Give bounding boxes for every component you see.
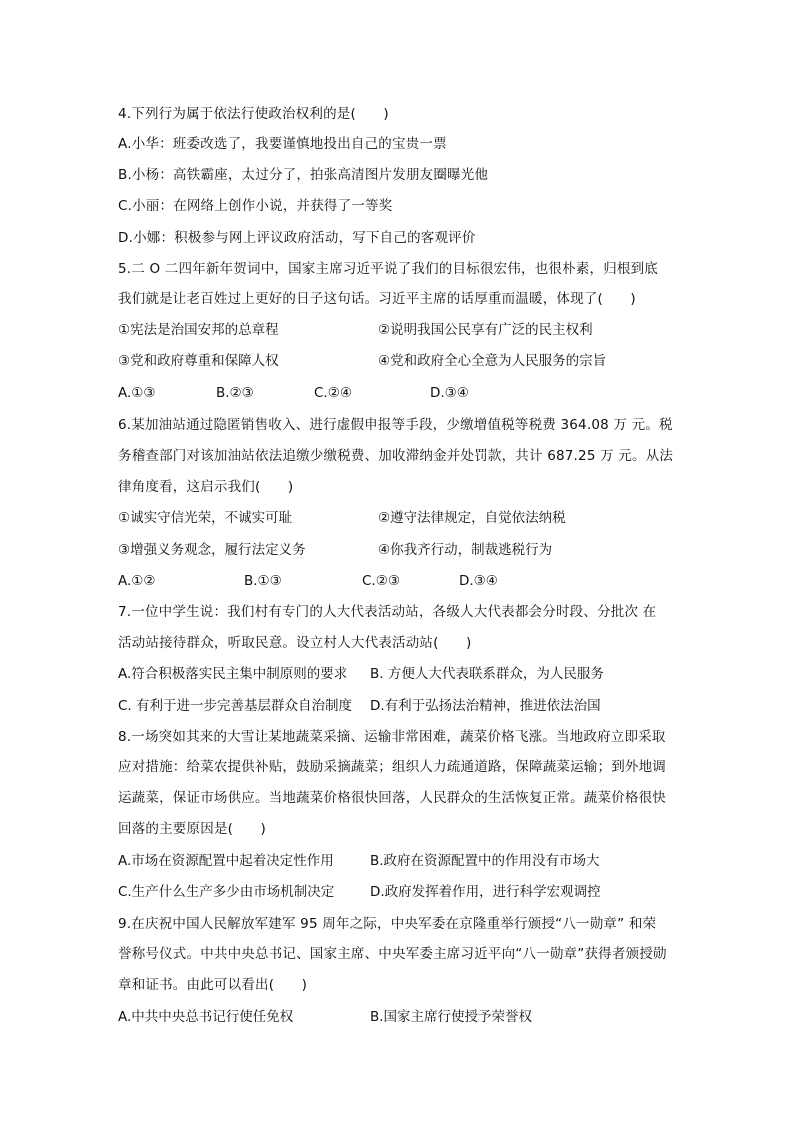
question-8-option-c: C.生产什么生产多少由市场机制决定	[118, 884, 335, 900]
question-7-option-b: B. 方便人大代表联系群众，为人民服务	[370, 666, 604, 682]
question-5-item-3: ③党和政府尊重和保障人权	[118, 353, 279, 369]
question-6-stem-line-2: 务稽查部门对该加油站依法追缴少缴税费、加收滞纳金并处罚款，共计 687.25 万 元。从法	[118, 448, 674, 464]
question-5-choice-c: C.②④	[314, 385, 352, 401]
question-5-choice-d: D.③④	[430, 385, 469, 401]
question-4-stem: 4.下列行为属于依法行使政治权利的是( )	[118, 106, 389, 122]
question-7-option-c: C. 有利于进一步完善基层群众自治制度	[118, 698, 353, 714]
question-5-choice-a: A.①③	[118, 385, 156, 401]
question-6-choice-b: B.①③	[244, 573, 282, 589]
question-4-option-b: B.小杨：高铁霸座，太过分了，拍张高清图片发朋友圈曝光他	[118, 167, 489, 183]
question-8-stem-line-2: 应对措施：给菜农提供补贴，鼓励采摘蔬菜；组织人力疏通道路，保障蔬菜运输；到外地调	[118, 759, 666, 775]
question-8-stem-line-4: 回落的主要原因是( )	[118, 821, 266, 837]
question-4-option-a: A.小华：班委改选了，我要谨慎地投出自己的宝贵一票	[118, 136, 447, 152]
question-5-choice-b: B.②③	[216, 385, 254, 401]
question-7-option-a: A.符合积极落实民主集中制原则的要求	[118, 666, 348, 682]
question-7-stem-line-1: 7.一位中学生说：我们村有专门的人大代表活动站，各级人大代表都会分时段、分批次 在	[118, 604, 657, 620]
question-4-option-d: D.小娜：积极参与网上评议政府活动，写下自己的客观评价	[118, 230, 476, 246]
question-6-item-3: ③增强义务观念，履行法定义务	[118, 542, 306, 558]
question-5-item-2: ②说明我国公民享有广泛的民主权利	[378, 322, 593, 338]
question-5-item-4: ④党和政府全心全意为人民服务的宗旨	[378, 353, 607, 369]
question-9-option-b: B.国家主席行使授予荣誉权	[370, 1009, 533, 1025]
question-9-stem-line-3: 章和证书。由此可以看出( )	[118, 977, 308, 993]
question-6-stem-line-3: 律角度看，这启示我们( )	[118, 479, 294, 495]
question-7-option-d: D.有利于弘扬法治精神，推进依法治国	[370, 698, 601, 714]
question-8-stem-line-1: 8.一场突如其来的大雪让某地蔬菜采摘、运输非常困难，蔬菜价格飞涨。当地政府立即采取	[118, 729, 666, 745]
question-4-option-c: C.小丽：在网络上创作小说，并获得了一等奖	[118, 198, 393, 214]
question-8-stem-line-3: 运蔬菜，保证市场供应。当地蔬菜价格很快回落，人民群众的生活恢复正常。蔬菜价格很快	[118, 790, 666, 806]
question-9-stem-line-2: 誉称号仪式。中共中央总书记、国家主席、中央军委主席习近平向“八一勋章”获得者颁授勋	[118, 946, 667, 962]
question-7-stem-line-2: 活动站接待群众，听取民意。设立村人大代表活动站( )	[118, 635, 472, 651]
question-6-item-1: ①诚实守信光荣，不诚实可耻	[118, 510, 293, 526]
question-9-option-a: A.中共中央总书记行使任免权	[118, 1009, 294, 1025]
question-6-item-2: ②遵守法律规定，自觉依法纳税	[378, 510, 566, 526]
question-6-choice-a: A.①②	[118, 573, 156, 589]
question-8-option-d: D.政府发挥着作用，进行科学宏观调控	[370, 884, 601, 900]
question-6-stem-line-1: 6.某加油站通过隐匿销售收入、进行虚假申报等手段，少缴增值税等税费 364.08 万 元。税	[118, 417, 673, 433]
question-8-option-a: A.市场在资源配置中起着决定性作用	[118, 853, 334, 869]
question-5-item-1: ①宪法是治国安邦的总章程	[118, 322, 279, 338]
question-9-stem-line-1: 9.在庆祝中国人民解放军建军 95 周年之际，中央军委在京隆重举行颁授“八一勋章” 和荣	[118, 916, 657, 932]
question-6-choice-c: C.②③	[362, 573, 400, 589]
question-6-choice-d: D.③④	[459, 573, 498, 589]
question-6-item-4: ④你我齐行动，制裁逃税行为	[378, 542, 553, 558]
question-8-option-b: B.政府在资源配置中的作用没有市场大	[370, 853, 600, 869]
question-5-stem-line-2: 我们就是让老百姓过上更好的日子这句话。习近平主席的话厚重而温暖，体现了( )	[118, 291, 636, 307]
question-5-stem-line-1: 5.二 O 二四年新年贺词中，国家主席习近平说了我们的目标很宏伟，也很朴素，归根到底	[118, 261, 658, 277]
